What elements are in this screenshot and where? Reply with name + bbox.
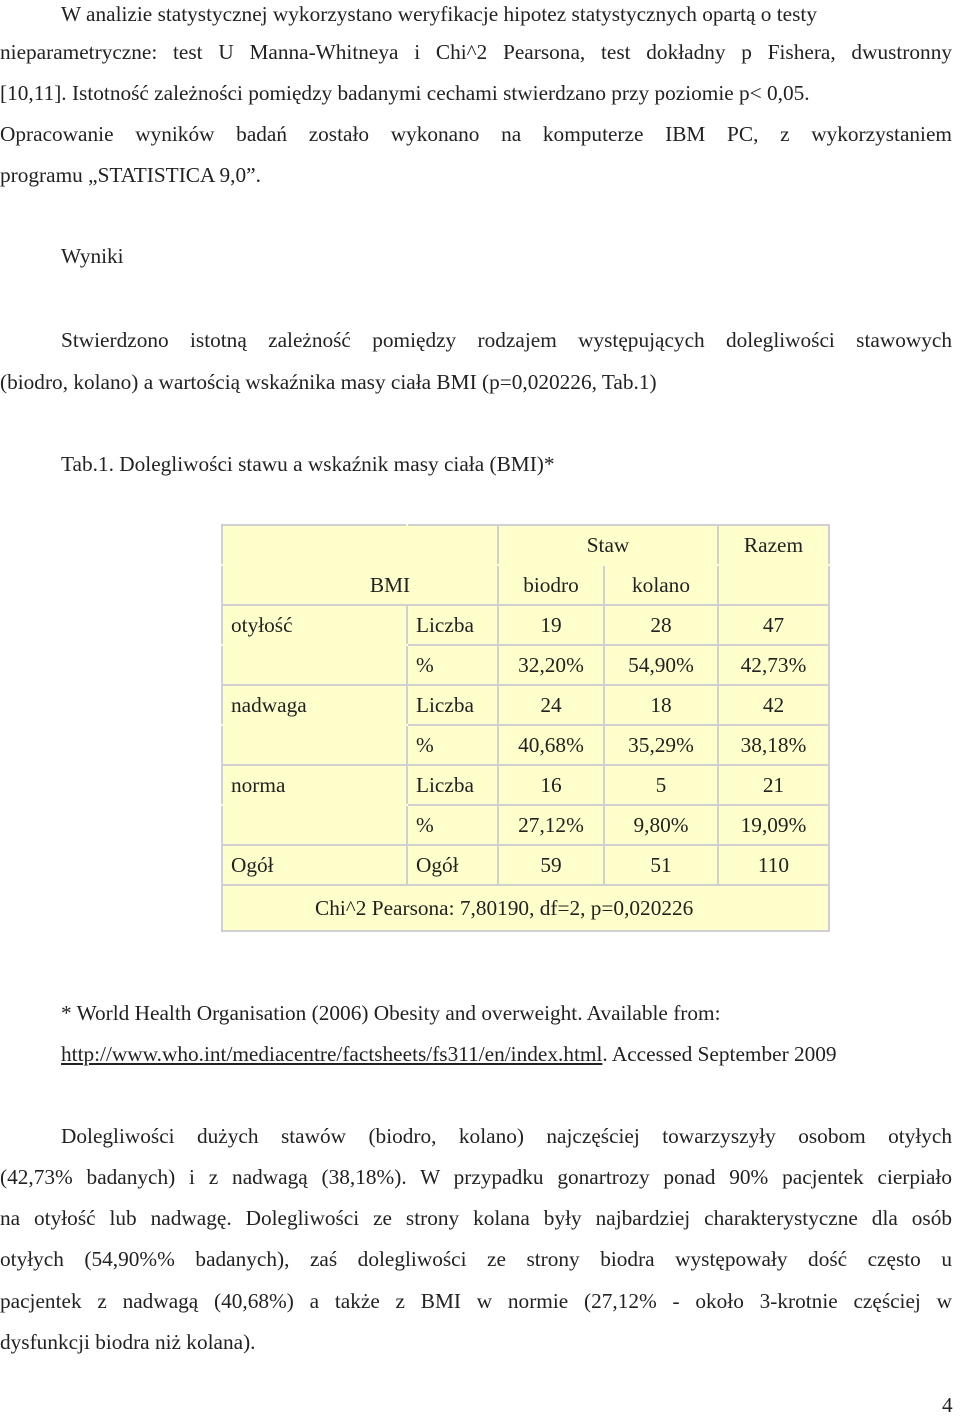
discussion-line-6: dysfunkcji biodra niż kolana). (0, 1330, 256, 1354)
who-link[interactable]: http://www.who.int/mediacentre/factsheets/fs311/en/index.html (61, 1042, 603, 1066)
row-measure: Liczba (407, 605, 498, 645)
cell-kolano: 9,80% (604, 805, 718, 845)
footnote-accessed: . Accessed September 2009 (602, 1042, 837, 1066)
header-bmi: BMI (222, 565, 498, 605)
cell-biodro: 27,12% (498, 805, 604, 845)
row-measure: Liczba (407, 685, 498, 725)
cell-biodro: 24 (498, 685, 604, 725)
cell-kolano: 5 (604, 765, 718, 805)
cell-kolano: 18 (604, 685, 718, 725)
table-row (222, 605, 829, 645)
cell-razem: 38,18% (718, 725, 829, 765)
row-group: nadwaga (222, 685, 407, 725)
cell-biodro: 19 (498, 605, 604, 645)
cell-kolano: 51 (604, 845, 718, 885)
intro-line-1: W analizie statystycznej wykorzystano weryfikacje hipotez statystycznych opartą o testy (61, 2, 817, 26)
header-kolano: kolano (604, 565, 718, 605)
table-row (222, 645, 829, 685)
cell-biodro: 32,20% (498, 645, 604, 685)
table-row (222, 845, 829, 885)
cell-biodro: 59 (498, 845, 604, 885)
page-number: 4 (942, 1393, 953, 1417)
results-line-1: Stwierdzono istotną zależność pomiędzy rodzajem występujących dolegliwości stawowych (61, 328, 952, 352)
table-caption: Tab.1. Dolegliwości stawu a wskaźnik masy ciała (BMI)* (61, 452, 555, 476)
discussion-line-3: na otyłość lub nadwagę. Dolegliwości ze strony kolana były najbardziej charakterystyczne dla osób (0, 1206, 952, 1230)
bmi-joint-table (221, 524, 830, 932)
cell-razem: 110 (718, 845, 829, 885)
table-corner-2 (407, 525, 498, 565)
results-line-2: (biodro, kolano) a wartością wskaźnika masy ciała BMI (p=0,020226, Tab.1) (0, 370, 657, 394)
row-measure: Ogół (407, 845, 498, 885)
row-group: Ogół (222, 845, 407, 885)
table-row (222, 805, 829, 845)
cell-biodro: 40,68% (498, 725, 604, 765)
discussion-line-4: otyłych (54,90%% badanych), zaś dolegliwości ze strony biodra występowały dość często u (0, 1247, 952, 1271)
table-row (222, 725, 829, 765)
intro-line-4: Opracowanie wyników badań zostało wykonano na komputerze IBM PC, z wykorzystaniem (0, 122, 952, 146)
discussion-line-5: pacjentek z nadwagą (40,68%) a także z BMI w normie (27,12% - około 3-krotnie częściej w (0, 1289, 952, 1313)
discussion-line-1: Dolegliwości dużych stawów (biodro, kolano) najczęściej towarzyszyły osobom otyłych (61, 1124, 952, 1148)
footnote-line-1: * World Health Organisation (2006) Obesity and overweight. Available from: (61, 1001, 721, 1025)
header-razem: Razem (718, 525, 829, 565)
table-corner (222, 525, 407, 565)
row-group (222, 725, 407, 765)
header-razem-blank (718, 565, 829, 605)
discussion-line-2: (42,73% badanych) i z nadwagą (38,18%). W przypadku gonartrozy ponad 90% pacjentek cierpiało (0, 1165, 952, 1189)
cell-razem: 42 (718, 685, 829, 725)
row-measure: % (407, 645, 498, 685)
table-footer-chi2: Chi^2 Pearsona: 7,80190, df=2, p=0,020226 (222, 885, 829, 931)
row-group (222, 645, 407, 685)
cell-razem: 42,73% (718, 645, 829, 685)
cell-razem: 47 (718, 605, 829, 645)
cell-kolano: 54,90% (604, 645, 718, 685)
cell-biodro: 16 (498, 765, 604, 805)
cell-razem: 19,09% (718, 805, 829, 845)
cell-kolano: 35,29% (604, 725, 718, 765)
row-measure: % (407, 725, 498, 765)
row-group: norma (222, 765, 407, 805)
table-row (222, 685, 829, 725)
row-group (222, 805, 407, 845)
intro-line-5: programu „STATISTICA 9,0”. (0, 163, 261, 187)
footnote-line-2 (61, 1040, 837, 1068)
cell-kolano: 28 (604, 605, 718, 645)
header-staw: Staw (498, 525, 718, 565)
section-title: Wyniki (61, 244, 124, 268)
header-biodro: biodro (498, 565, 604, 605)
intro-line-2: nieparametryczne: test U Manna-Whitneya i Chi^2 Pearsona, test dokładny p Fishera, dwustronny (0, 40, 952, 64)
cell-razem: 21 (718, 765, 829, 805)
row-measure: % (407, 805, 498, 845)
row-group: otyłość (222, 605, 407, 645)
intro-line-3: [10,11]. Istotność zależności pomiędzy badanymi cechami stwierdzano przy poziomie p< 0,05. (0, 81, 810, 105)
table-row (222, 765, 829, 805)
row-measure: Liczba (407, 765, 498, 805)
